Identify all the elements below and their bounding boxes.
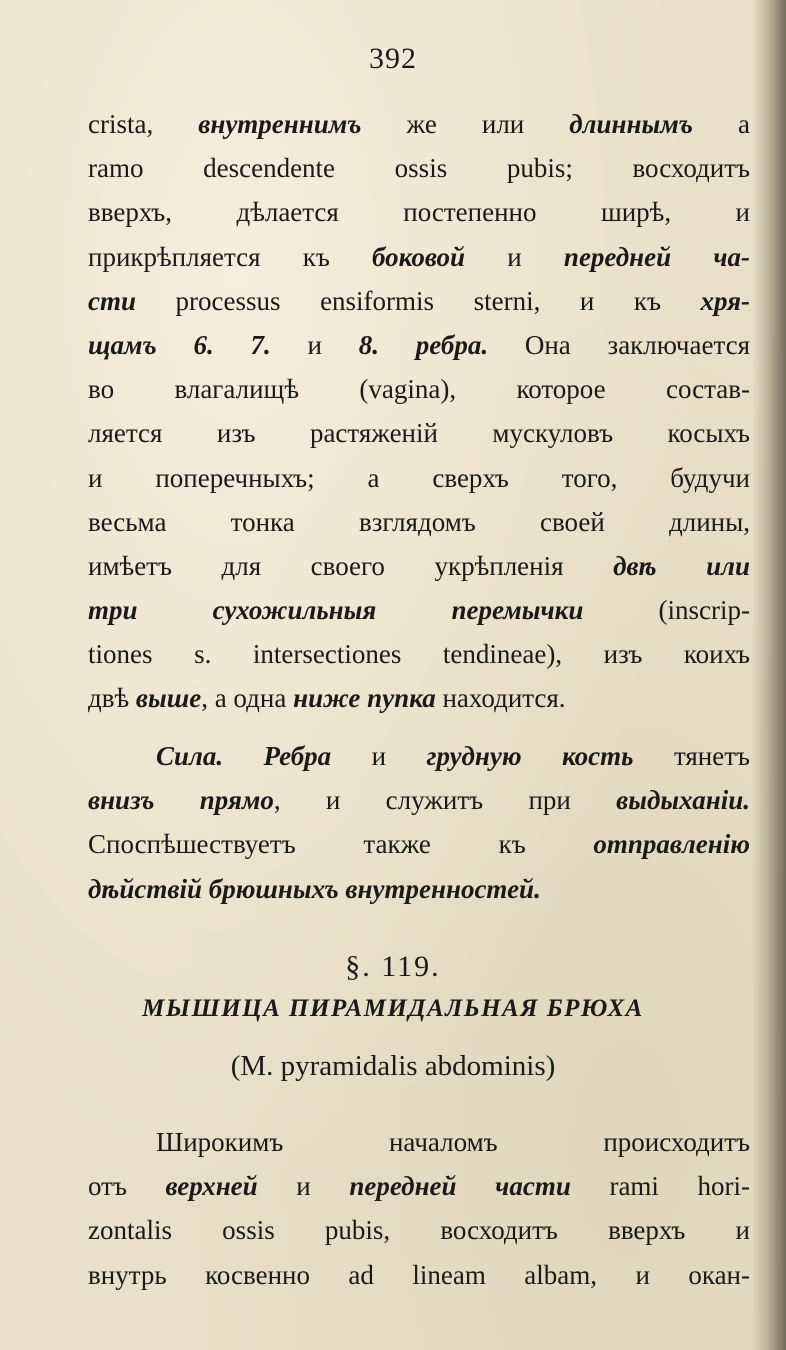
text-segment: находится. [435,683,566,714]
italic-text: верхней [165,1171,258,1202]
text-line [88,632,750,676]
italic-text: три сухожильныя перемычки [88,595,584,626]
text-line [88,146,750,190]
text-segment: внутрь косвенно ad lineam albam, и окан- [88,1259,750,1290]
italic-text: выше [135,683,202,714]
italic-text: передней части [349,1171,571,1202]
italic-text: дѣйствій брюшныхъ внутренностей. [88,873,541,904]
section-latin-name: (M. pyramidalis abdominis) [230,1050,556,1082]
text-line [88,734,750,778]
italic-text: двѣ или [613,550,750,581]
italic-text: ниже пупка [293,683,436,714]
text-segment: же или [361,109,570,139]
text-line [88,822,750,866]
text-line [88,1208,750,1252]
paragraph-rectus-continuation [88,102,750,721]
text-segment: (inscrip- [583,595,750,626]
text-line [88,190,750,234]
text-segment: Широкимъ началомъ происходитъ [156,1127,750,1157]
text-line [88,500,750,544]
text-segment: тянетъ [633,741,750,771]
text-segment: , а одна [201,683,294,714]
text-segment: прикрѣпляется къ [88,241,373,272]
text-segment: tiones s. intersectiones tendineae), изъ коихъ [88,639,750,670]
text-line [88,588,750,632]
italic-text: внизъ прямо [88,785,274,816]
text-segment: crista, [88,109,199,139]
text-line [88,411,750,455]
text-segment: rami hori- [570,1171,750,1202]
text-segment: весьма тонка взглядомъ своей длины, [88,506,750,537]
italic-text: боковой [372,241,466,272]
text-segment: имѣетъ для своего укрѣпленія [88,550,614,581]
text-segment: и [270,329,359,360]
text-segment: Она заключается [488,329,750,360]
text-segment: отъ [88,1171,166,1202]
italic-text: передней ча- [563,241,750,272]
italic-text: сти [88,285,137,316]
text-line [88,367,750,411]
italic-text: выдыханіи. [616,785,750,816]
italic-text: Сила. Ребра [156,741,332,771]
text-line [88,1120,750,1164]
text-segment: и поперечныхъ; а сверхъ того, будучи [88,462,750,493]
text-segment: zontalis ossis pubis, восходитъ вверхъ и [88,1215,750,1246]
text-segment: ramo descendente ossis pubis; восходитъ [88,153,750,184]
text-segment: и [257,1171,350,1202]
page-edge-shadow [752,0,786,1350]
section-heading: МЫШИЦА ПИРАМИДАЛЬНАЯ БРЮХА [142,995,644,1022]
text-segment: и [465,241,564,272]
page-number: 392 [369,42,417,75]
text-line [88,1253,750,1297]
text-segment: Споспѣшествуетъ также къ [88,829,594,860]
paragraph-pyramidalis [88,1120,750,1297]
text-segment: processus ensiformis sterni, и къ [136,285,701,316]
text-segment: вверхъ, дѣлается постепенно ширѣ, и [88,197,750,228]
text-line [88,544,750,588]
text-segment: во влагалищѣ (vagina), которое состав- [88,374,750,405]
italic-text: отправленію [593,829,750,860]
text-segment: a [692,109,750,139]
text-segment: ляется изъ растяженій мускуловъ косыхъ [88,418,750,449]
italic-text: 8. ребра. [358,329,489,360]
italic-text: внутреннимъ [198,109,362,139]
text-segment: , и служитъ при [273,785,617,816]
text-line [88,235,750,279]
italic-text: щамъ 6. 7. [88,329,271,360]
section-number: §. 119. [345,950,441,983]
text-line [88,456,750,500]
text-line [88,102,750,146]
text-segment: двѣ [88,683,136,714]
text-line [88,778,750,822]
text-line [88,867,750,911]
italic-text: хря- [700,285,750,316]
italic-text: грудную кость [426,741,634,771]
text-line [88,1164,750,1208]
paragraph-action [88,734,750,911]
text-line [88,323,750,367]
text-segment: и [331,741,427,771]
text-line [88,676,750,720]
text-line [88,279,750,323]
italic-text: длиннымъ [569,109,693,139]
